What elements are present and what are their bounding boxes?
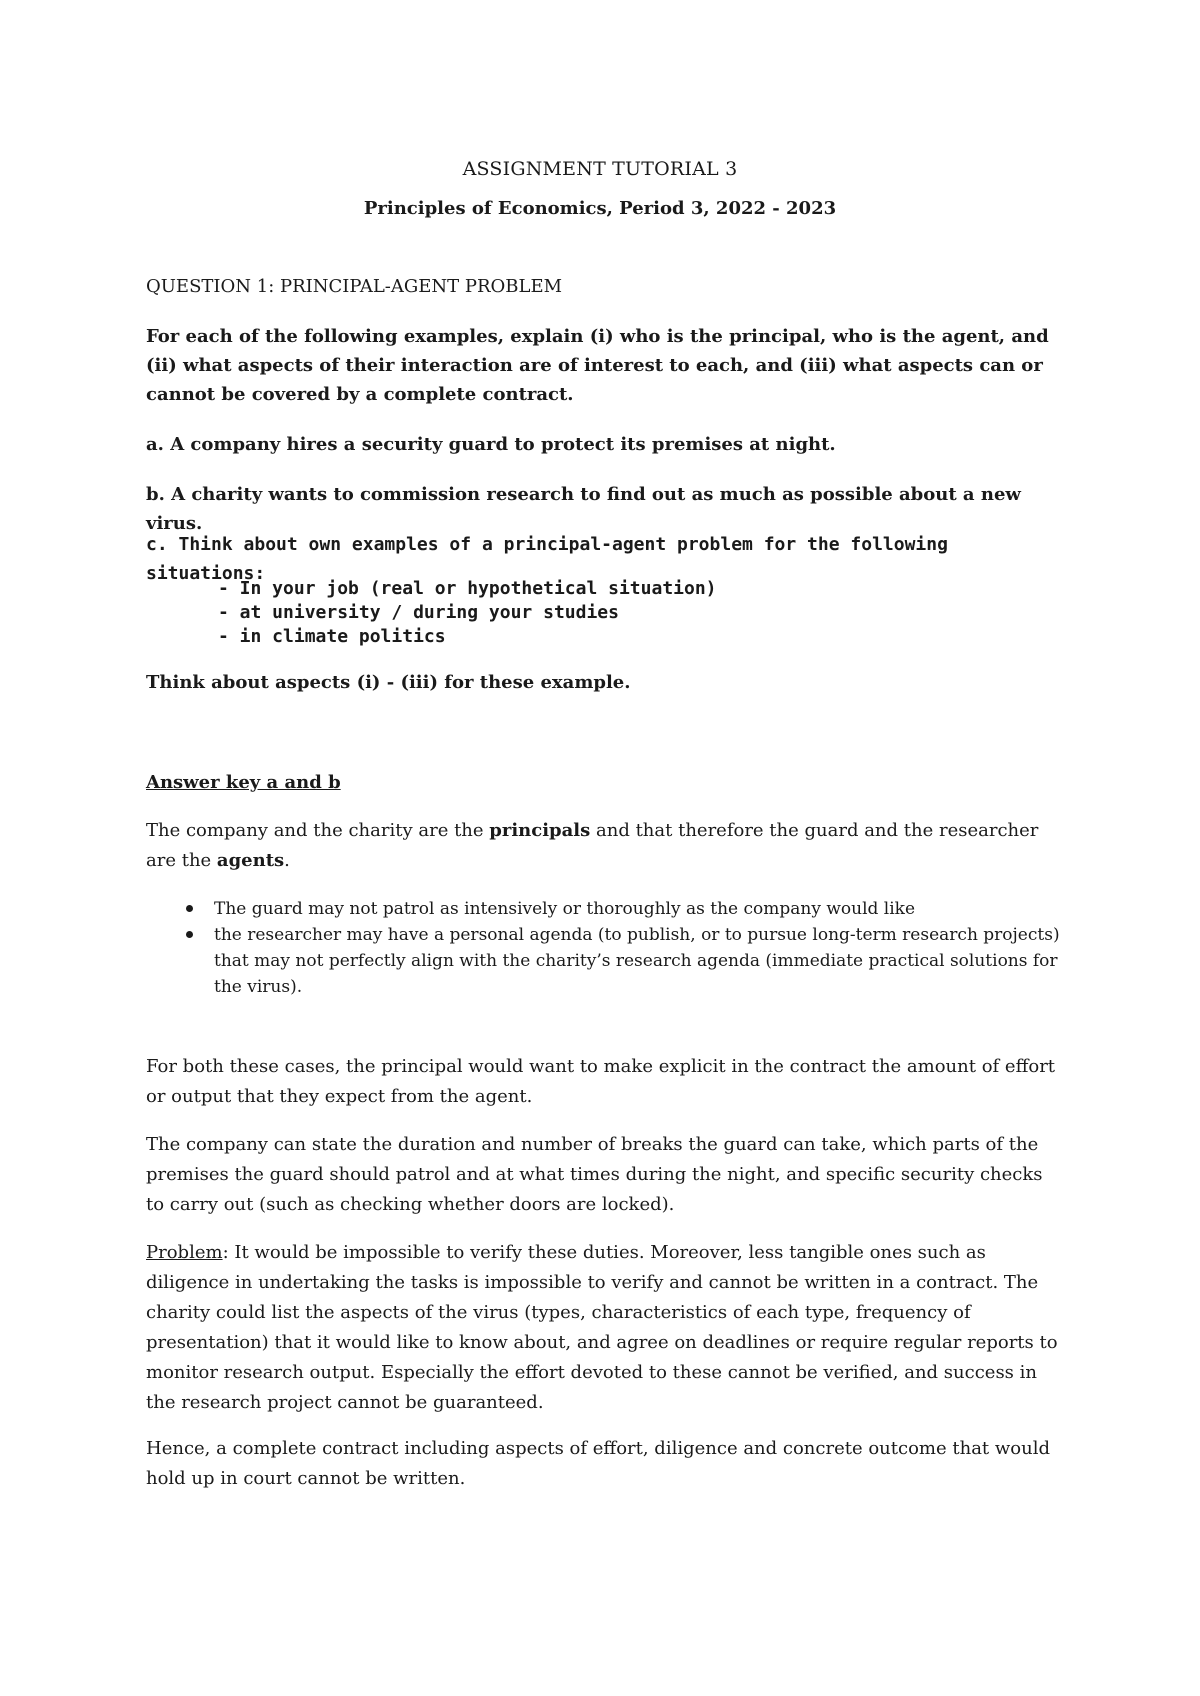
- situation-item: - In your job (real or hypothetical situation): [218, 578, 717, 599]
- situation-item: - in climate politics: [218, 626, 446, 647]
- answer-intro-text: The company and the charity are the: [146, 820, 490, 841]
- situations-list: [218, 577, 717, 649]
- question-intro: For each of the following examples, explain (i) who is the principal, who is the agent, and (ii) what aspects of their interaction are of interest to each, and (iii) what aspects can or cannot be covered by a complete contract.: [146, 326, 1049, 405]
- paragraph-company: The company can state the duration and number of breaks the guard can take, which parts of the premises the guard should patrol and at what times during the night, and specific security checks to carry out (such as checking whether doors are locked).: [146, 1134, 1043, 1215]
- question-item-c: c. Think about own examples of a principal-agent problem for the following situations:: [146, 534, 948, 584]
- problem-label: Problem: [146, 1242, 223, 1263]
- answer-intro-text: and that therefore the guard and the researcher are the: [146, 820, 1039, 871]
- paragraph-both-cases: For both these cases, the principal would want to make explicit in the contract the amount of effort or output that they expect from the agent.: [146, 1056, 1056, 1107]
- problem-text: : It would be impossible to verify these duties. Moreover, less tangible ones such as diligence in undertaking the tasks is impossible to verify and cannot be written in a contract. The charity could list the aspects of the virus (types, characteristics of each type, frequency of presentation) that it would like to know about, and agree on deadlines or require regular reports to monitor research output. Especially the effort devoted to these cannot be verified, and success in the research project cannot be guaranteed.: [146, 1242, 1058, 1413]
- paragraph-problem: [146, 1238, 1066, 1418]
- list-item: [146, 922, 1066, 1000]
- question-closing: Think about aspects (i) - (iii) for these example.: [146, 672, 631, 693]
- bullet-icon: [186, 931, 193, 938]
- answer-intro: [146, 816, 1066, 876]
- bullet-icon: [186, 905, 193, 912]
- question-heading: QUESTION 1: PRINCIPAL-AGENT PROBLEM: [146, 276, 563, 297]
- list-item: [146, 896, 1066, 922]
- principals-term: principals: [489, 820, 591, 841]
- page-title: ASSIGNMENT TUTORIAL 3: [462, 158, 738, 180]
- page-subtitle: Principles of Economics, Period 3, 2022 - 2023: [363, 198, 837, 219]
- answer-bullets: [146, 896, 1066, 1000]
- question-item-b: b. A charity wants to commission research to find out as much as possible about a new virus.: [146, 484, 1021, 534]
- paragraph-hence: Hence, a complete contract including aspects of effort, diligence and concrete outcome that would hold up in court cannot be written.: [146, 1438, 1050, 1489]
- bullet-text: The guard may not patrol as intensively or thoroughly as the company would like: [214, 899, 916, 919]
- answer-intro-text: .: [284, 850, 290, 871]
- bullet-text: the researcher may have a personal agenda (to publish, or to pursue long-term research projects) that may not perfectly align with the charity’s research agenda (immediate practical solutions for the virus).: [214, 925, 1060, 997]
- agents-term: agents: [216, 850, 285, 871]
- answer-heading: Answer key a and b: [146, 772, 341, 793]
- question-item-a: a. A company hires a security guard to protect its premises at night.: [146, 434, 836, 455]
- situation-item: - at university / during your studies: [218, 602, 619, 623]
